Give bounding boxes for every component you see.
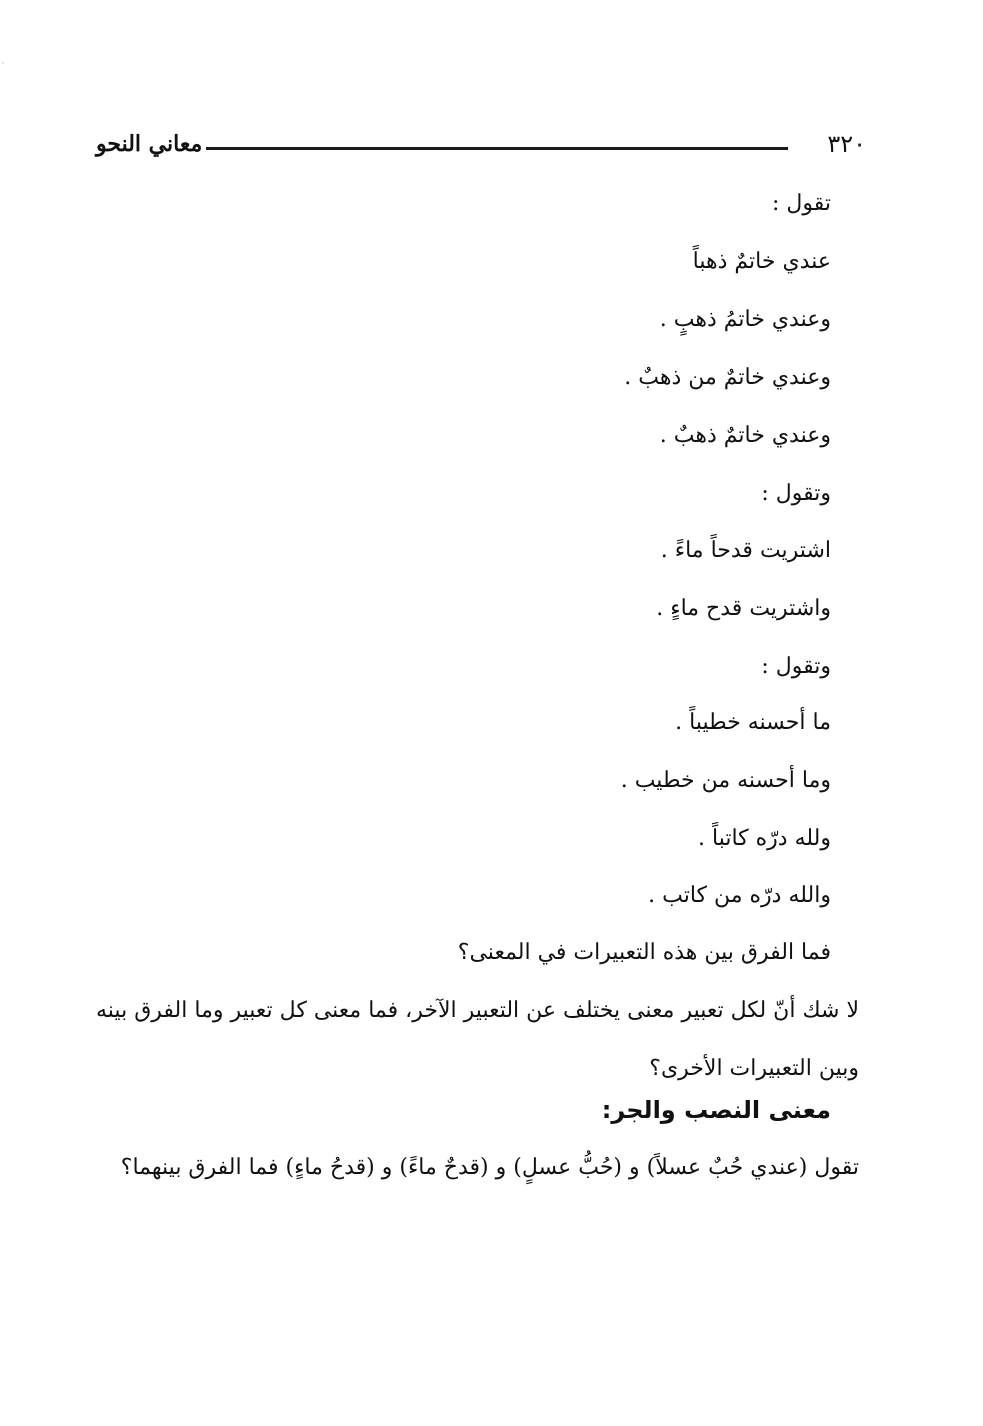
text-line: وتقول :	[761, 481, 831, 506]
section-heading: معنى النصب والجر:	[601, 1096, 831, 1124]
text-line: وعندي خاتمٌ ذهبٌ .	[659, 423, 831, 448]
text-line: واشتريت قدح ماءٍ .	[656, 596, 831, 621]
text-line: وعندي خاتمٌ من ذهبٌ .	[624, 365, 831, 390]
text-line: تقول :	[771, 191, 831, 216]
text-line: اشتريت قدحاً ماءً .	[660, 538, 831, 563]
book-title: معاني النحو	[96, 131, 203, 157]
text-line: عندي خاتمٌ ذهباً	[692, 249, 831, 274]
scan-speck	[2, 62, 4, 64]
text-line: وتقول :	[761, 654, 831, 679]
header-rule	[206, 147, 788, 150]
text-line: ما أحسنه خطيباً .	[675, 710, 831, 735]
page-header	[96, 126, 866, 166]
text-line: فما الفرق بين هذه التعبيرات في المعنى؟	[457, 940, 831, 965]
page-number: ٣٢٠	[827, 130, 866, 158]
text-line: وما أحسنه من خطيب .	[620, 768, 831, 793]
text-line: ولله درّه كاتباً .	[698, 826, 831, 851]
text-line: والله درّه من كاتب .	[648, 883, 831, 908]
paragraph: تقول (عندي حُبٌ عسلاً) و (حُبُّ عسلٍ) و (قدحٌ ماءً) و (قدحُ ماءٍ) فما الفرق بينهما؟	[120, 1155, 859, 1180]
paragraph: لا شك أنّ لكل تعبير معنى يختلف عن التعبير الآخر، فما معنى كل تعبير وما الفرق بينه وبين التعبيرات الأخرى؟	[96, 998, 859, 1081]
text-line: وعندي خاتمُ ذهبٍ .	[659, 307, 831, 332]
